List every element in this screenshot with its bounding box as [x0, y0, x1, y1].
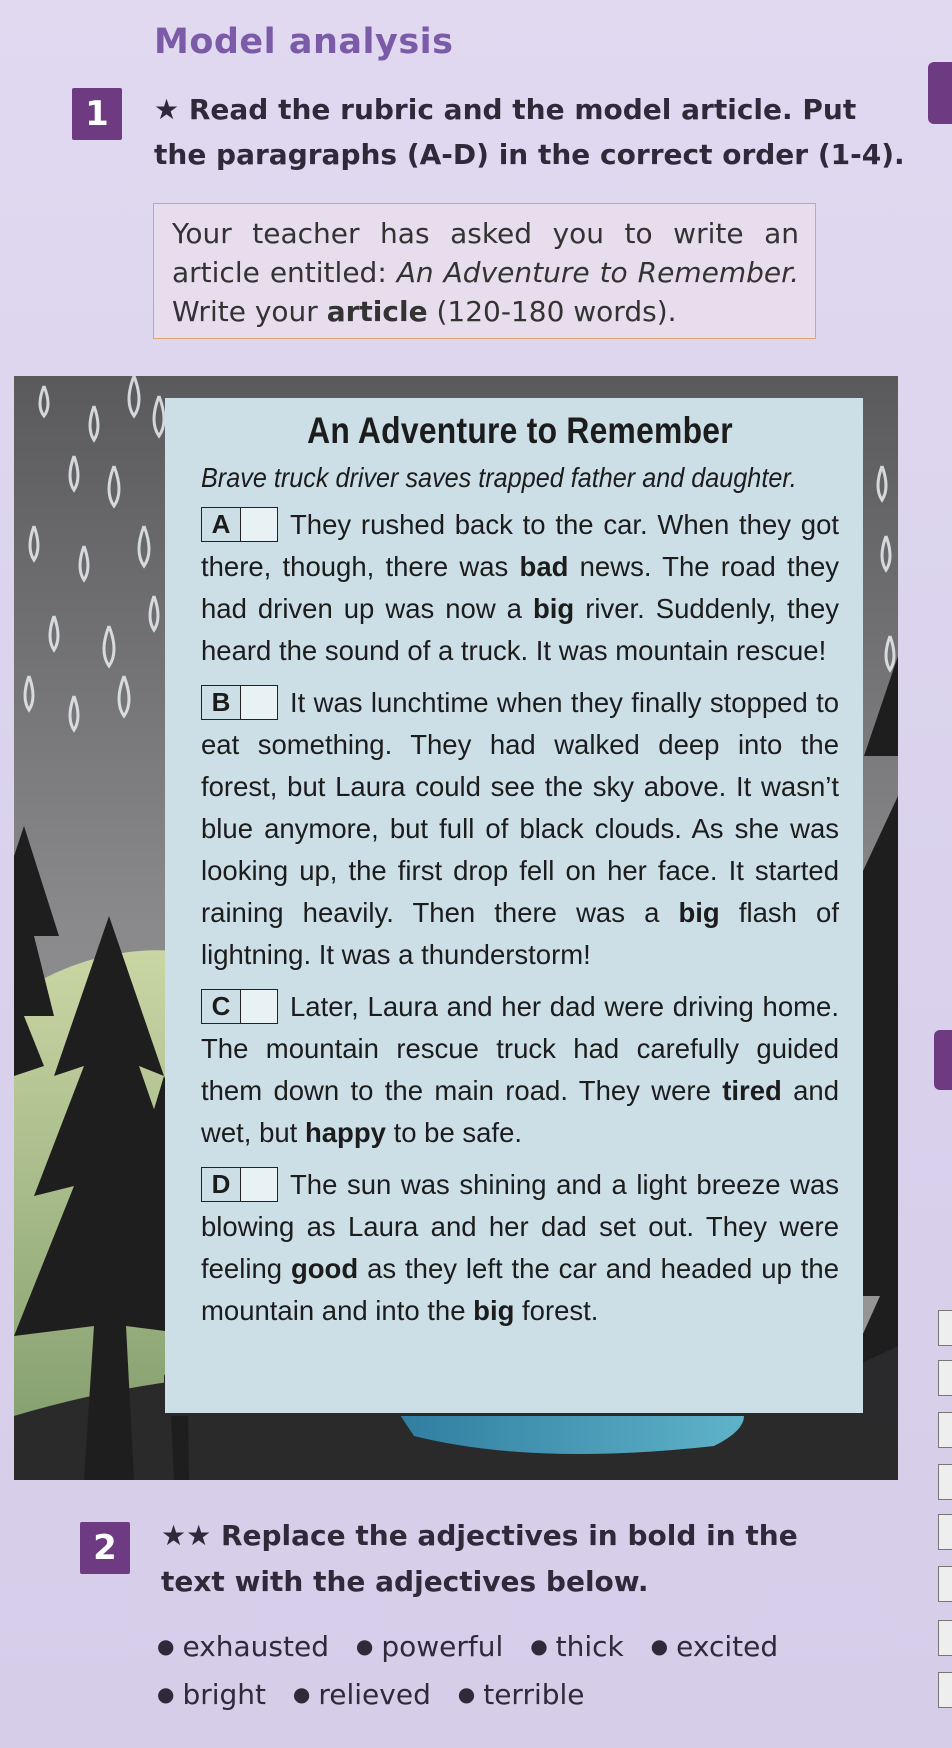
side-answer-box	[938, 1514, 952, 1550]
side-answer-box	[938, 1412, 952, 1448]
bold-adjective: happy	[304, 1117, 386, 1148]
edge-tab-middle	[934, 1030, 952, 1090]
side-answer-box	[938, 1464, 952, 1500]
paragraph-b	[201, 682, 839, 976]
model-article	[165, 398, 863, 1413]
bold-adjective: big	[473, 1295, 515, 1326]
adjective-item: ● terrible	[457, 1678, 585, 1711]
paragraph-a-order-box[interactable]	[201, 507, 278, 542]
bold-adjective: big	[678, 897, 720, 928]
paragraph-a-text-3: river. Suddenly, they heard the sound of a truck. It was mountain rescue!	[201, 593, 840, 666]
bold-adjective: big	[532, 593, 575, 624]
rubric-text-2: Write your	[172, 295, 327, 328]
adjective-list-row-1	[157, 1630, 796, 1663]
paragraph-c	[201, 986, 839, 1154]
paragraph-d-answer-field[interactable]	[241, 1168, 277, 1201]
adjective-item: ● powerful	[355, 1630, 504, 1663]
paragraph-a	[201, 504, 839, 672]
paragraph-d-order-box[interactable]	[201, 1167, 278, 1202]
paragraph-a-answer-field[interactable]	[241, 508, 277, 541]
paragraph-a-text-1: They rushed back to the car. When they got there, though, there was	[201, 509, 839, 582]
paragraph-d-label: D	[202, 1168, 241, 1201]
article-title: An Adventure to Remember	[307, 410, 733, 451]
rubric-text-3: (120-180 words).	[427, 295, 677, 328]
rubric-article-title: An Adventure to Remember.	[396, 256, 799, 289]
exercise-2-instruction-line1: ★★ Replace the adjectives in bold in the	[161, 1519, 798, 1552]
bold-adjective: good	[290, 1253, 359, 1284]
adjective-word: powerful	[381, 1630, 504, 1663]
adjective-item: ● excited	[650, 1630, 779, 1663]
paragraph-b-label: B	[202, 686, 241, 719]
paragraph-b-text-2: flash of lightning. It was a thunderstorm!	[201, 897, 839, 970]
adjective-word: thick	[555, 1630, 624, 1663]
paragraph-a-text-2: news. The road they had driven up was now a	[201, 551, 840, 624]
rubric-box	[153, 203, 816, 339]
rubric-text-1: Your teacher has asked you to write an article entitled:	[172, 217, 799, 289]
paragraph-b-order-box[interactable]	[201, 685, 278, 720]
paragraph-b-text-1: It was lunchtime when they finally stopped to eat something. They had walked deep into the forest, but Laura could see the sky above. It wasn’t blue anymore, but full of black clouds. As she was looking up, the first drop fell on her face. It started raining heavily. Then there was a	[201, 687, 839, 928]
exercise-1-number: 1	[72, 88, 122, 140]
exercise-1-instruction-line1: ★ Read the rubric and the model article. Put	[154, 93, 857, 126]
adjective-word: terrible	[483, 1678, 585, 1711]
bold-adjective: tired	[722, 1075, 782, 1106]
paragraph-c-order-box[interactable]	[201, 989, 278, 1024]
section-title: Model analysis	[154, 22, 454, 62]
article-subtitle: Brave truck driver saves trapped father and daughter.	[201, 462, 797, 493]
paragraph-d-text-2: as they left the car and headed up the mountain and into the	[201, 1253, 839, 1326]
paragraph-c-label: C	[202, 990, 241, 1023]
paragraph-a-label: A	[202, 508, 241, 541]
side-answer-box	[938, 1310, 952, 1346]
side-answer-box	[938, 1672, 952, 1708]
side-answer-box	[938, 1620, 952, 1656]
exercise-2-instruction-line2: text with the adjectives below.	[161, 1565, 649, 1598]
paragraph-d-text-1: The sun was shining and a light breeze was blowing as Laura and her dad set out. They were feeling	[201, 1169, 839, 1284]
adjective-list-row-2	[157, 1678, 603, 1711]
exercise-2-number: 2	[80, 1522, 130, 1574]
adjective-word: excited	[676, 1630, 779, 1663]
adjective-word: bright	[182, 1678, 267, 1711]
side-answer-box	[938, 1566, 952, 1602]
rubric-bold-word: article	[326, 295, 428, 328]
bold-adjective: bad	[519, 551, 569, 582]
edge-tab-top	[928, 62, 952, 124]
adjective-item: ● relieved	[292, 1678, 431, 1711]
paragraph-d-text-3: forest.	[514, 1295, 599, 1326]
adjective-item: ● exhausted	[157, 1630, 329, 1663]
exercise-1-instruction-line2: the paragraphs (A-D) in the correct order (1-4).	[154, 138, 905, 171]
paragraph-d	[201, 1164, 839, 1332]
adjective-item: ● bright	[157, 1678, 267, 1711]
adjective-item: ● thick	[530, 1630, 624, 1663]
paragraph-c-text-1: Later, Laura and her dad were driving home. The mountain rescue truck had carefully guided them down to the main road. They were	[201, 991, 839, 1106]
adjective-word: relieved	[318, 1678, 431, 1711]
paragraph-c-text-2: and wet, but	[201, 1075, 839, 1148]
paragraph-c-answer-field[interactable]	[241, 990, 277, 1023]
paragraph-b-answer-field[interactable]	[241, 686, 277, 719]
side-answer-box	[938, 1360, 952, 1396]
adjective-word: exhausted	[182, 1630, 329, 1663]
paragraph-c-text-3: to be safe.	[385, 1117, 523, 1148]
